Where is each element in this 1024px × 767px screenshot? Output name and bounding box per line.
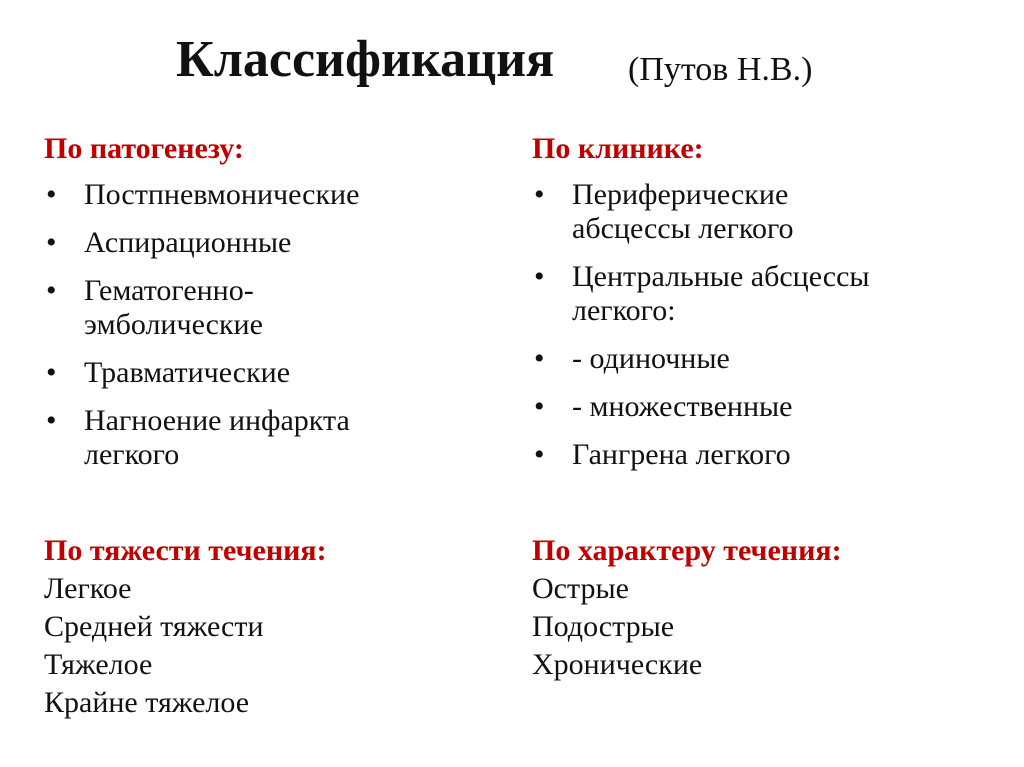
list-item [532,438,1002,472]
course-section [532,534,1002,684]
list-item-text: Аспирационные [84,226,292,259]
severity-list [44,570,484,722]
list-item-text: Нагноение инфаркта легкого [84,404,350,471]
list-item-text: Постпневмонические [84,178,360,211]
bullet-icon: • [46,226,57,259]
bullet-icon: • [534,178,545,211]
list-item-text: Центральные абсцессы легкого: [572,260,870,327]
bullet-icon: • [534,260,545,293]
list-item: Хронические [532,648,703,681]
list-item [532,260,1002,328]
list-item: Острые [532,572,629,605]
severity-section [44,534,484,722]
course-list [532,570,1002,684]
bullet-icon: • [46,356,57,389]
list-item-text: Гангрена легкого [572,438,791,471]
list-item-text: Гематогенно- эмболические [84,274,263,341]
bullet-icon: • [46,178,57,211]
bullet-icon: • [534,438,545,471]
clinic-list [532,178,1002,472]
list-item-text: Периферические абсцессы легкого [572,178,794,245]
pathogenesis-heading: По патогенезу: [44,132,244,165]
list-item [532,342,1002,376]
list-item: Крайне тяжелое [44,686,250,719]
list-item: Легкое [44,572,132,605]
list-item [532,178,1002,246]
severity-heading: По тяжести течения: [44,534,327,567]
list-item: Средней тяжести [44,610,264,643]
slide-title: Классификация [176,31,555,88]
list-item: Подострые [532,610,675,643]
list-item [532,390,1002,424]
list-item: Тяжелое [44,648,153,681]
course-heading: По характеру течения: [532,534,842,567]
clinic-heading: По клинике: [532,132,704,165]
pathogenesis-section [44,132,484,472]
list-item [44,226,484,260]
list-item [44,404,484,472]
list-item-text: Травматические [84,356,291,389]
bullet-icon: • [534,342,545,375]
bullet-icon: • [46,404,57,437]
list-item-text: - одиночные [572,342,730,375]
list-item [44,356,484,390]
slide-author: (Путов Н.В.) [628,51,813,88]
bullet-icon: • [534,390,545,423]
list-item [44,274,484,342]
list-item-text: - множественные [572,390,793,423]
clinic-section [532,132,1002,472]
pathogenesis-list [44,178,484,472]
bullet-icon: • [46,274,57,307]
list-item [44,178,484,212]
title-row [0,28,1024,108]
